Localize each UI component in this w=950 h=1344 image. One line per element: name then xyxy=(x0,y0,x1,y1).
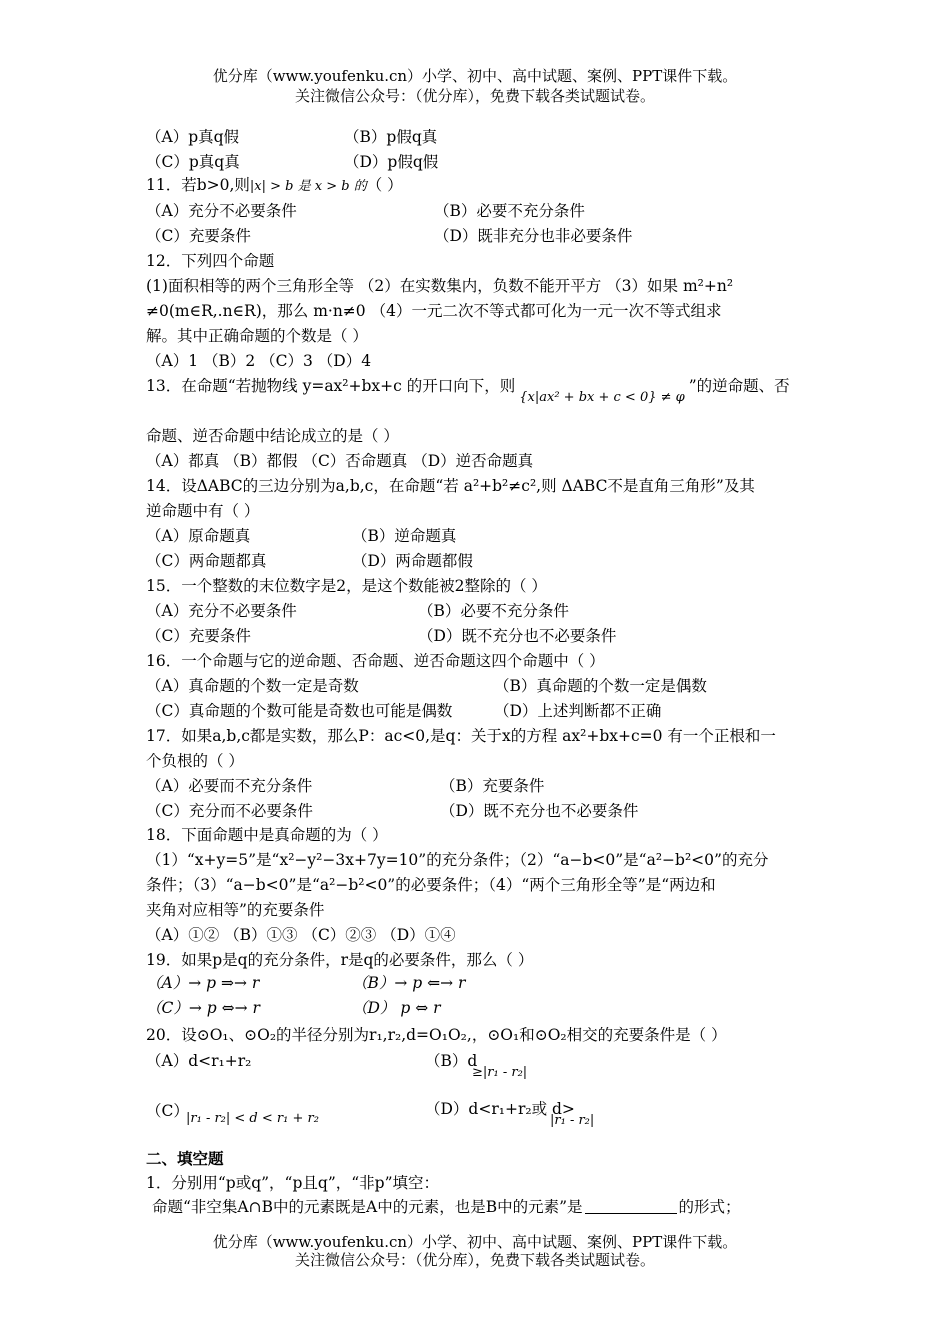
q20-option-c-prefix: （C） xyxy=(146,1102,189,1120)
fill-q1-line-suffix: 的形式； xyxy=(678,1198,741,1216)
q19-option-b: （B）→ p ⇐→ r xyxy=(352,974,466,992)
q20-option-c-math: |r₁ - r₂| < d < r₁ + r₂ xyxy=(186,1111,319,1126)
q16-option-b: （B）真命题的个数一定是偶数 xyxy=(494,677,707,695)
q16-option-a: （A）真命题的个数一定是奇数 xyxy=(146,677,359,695)
q20-option-d-math: |r₁ - r₂| xyxy=(550,1113,595,1128)
q15-option-b: （B）必要不充分条件 xyxy=(418,602,569,620)
q18-line-2: 条件；（3）“a−b<0”是“a²−b²<0”的必要条件；（4）“两个三角形全等”是“两边和 xyxy=(146,876,716,894)
q13-options: （A）都真 （B）都假 （C）否命题真 （D）逆否命题真 xyxy=(146,452,534,470)
q13-line-1 xyxy=(146,375,790,405)
q15-option-c: （C）充要条件 xyxy=(146,627,251,645)
q18-line-1: （1）“x+y=5”是“x²−y²−3x+7y=10”的充分条件；（2）“a−b<0”是“a²−b²<0”的充分 xyxy=(146,851,769,869)
q12-stem: 12．下列四个命题 xyxy=(146,252,275,270)
q12-line-1: (1)面积相等的两个三角形全等 （2）在实数集内，负数不能开平方 （3）如果 m²+n² xyxy=(146,277,734,295)
q14-option-b: （B）逆命题真 xyxy=(352,527,457,545)
q15-stem: 15．一个整数的末位数字是2，是这个数能被2整除的（ ） xyxy=(146,577,547,595)
q17-line-1: 17．如果a,b,c都是实数，那么P：ac<0,是q：关于x的方程 ax²+bx+c=0 有一个正根和一 xyxy=(146,727,776,745)
q20-option-b-math: ≥|r₁ - r₂| xyxy=(472,1065,528,1080)
q14-line-2: 逆命题中有（ ） xyxy=(146,502,260,520)
q10-option-b: （B）p假q真 xyxy=(344,128,438,146)
q16-stem: 16．一个命题与它的逆命题、否命题、逆否命题这四个命题中（ ） xyxy=(146,652,605,670)
q19-option-c: （C）→ p ⇔→ r xyxy=(146,999,260,1017)
q17-option-a: （A）必要而不充分条件 xyxy=(146,777,313,795)
q14-option-c: （C）两命题都真 xyxy=(146,552,267,570)
q19-option-d: （D） p ⇔ r xyxy=(352,999,441,1017)
q12-line-3: 解。其中正确命题的个数是（ ） xyxy=(146,327,368,345)
q20-stem: 20．设⊙O₁、⊙O₂的半径分别为r₁,r₂,d=O₁O₂,，⊙O₁和⊙O₂相交的充要条件是（ ） xyxy=(146,1026,727,1044)
q18-options: （A）①② （B）①③ （C）②③ （D）①④ xyxy=(146,926,456,944)
q10-option-a: （A）p真q假 xyxy=(146,128,240,146)
q16-option-d: （D）上述判断都不正确 xyxy=(494,702,662,720)
q20-option-b-prefix: （B）d xyxy=(425,1052,478,1070)
q15-option-d: （D）既不充分也不必要条件 xyxy=(418,627,617,645)
q18-line-3: 夹角对应相等”的充要条件 xyxy=(146,901,325,919)
footer-line-1: 优分库（www.youfenku.cn）小学、初中、高中试题、案例、PPT课件下载。 xyxy=(212,1233,738,1251)
fill-q1-line xyxy=(152,1196,741,1218)
header-line-1: 优分库（www.youfenku.cn）小学、初中、高中试题、案例、PPT课件下载。 xyxy=(212,67,738,85)
fill-q1-stem: 1．分别用“p或q”，“p且q”，“非p”填空： xyxy=(146,1174,440,1192)
q17-option-b: （B）充要条件 xyxy=(440,777,545,795)
q14-line-1: 14．设ΔABC的三边分别为a,b,c，在命题“若 a²+b²≠c²,则 ΔABC不是直角三角形”及其 xyxy=(146,477,755,495)
q13-line-2: 命题、逆否命题中结论成立的是（ ） xyxy=(146,427,399,445)
q11-stem-prefix: 11．若b>0,则 xyxy=(146,176,250,194)
q17-option-d: （D）既不充分也不必要条件 xyxy=(440,802,639,820)
q11-option-d: （D）既非充分也非必要条件 xyxy=(434,227,633,245)
q18-stem: 18．下面命题中是真命题的为（ ） xyxy=(146,826,388,844)
footer-line-2: 关注微信公众号：（优分库），免费下载各类试题试卷。 xyxy=(294,1251,655,1269)
q17-line-2: 个负根的（ ） xyxy=(146,752,244,770)
q15-option-a: （A）充分不必要条件 xyxy=(146,602,297,620)
q14-option-a: （A）原命题真 xyxy=(146,527,251,545)
q11-option-a: （A）充分不必要条件 xyxy=(146,202,297,220)
q17-option-c: （C）充分而不必要条件 xyxy=(146,802,313,820)
q13-math: {x|ax² + bx + c < 0} ≠ φ xyxy=(519,390,685,405)
q13-line-1-text: 13．在命题“若抛物线 y=ax²+bx+c 的开口向下，则 xyxy=(146,377,516,395)
fill-q1-line-prefix: 命题“非空集A∩B中的元素既是A中的元素，也是B中的元素”是 xyxy=(152,1198,583,1216)
q10-option-d: （D）p假q假 xyxy=(344,153,439,171)
q13-line-1-end: ”的逆命题、否 xyxy=(688,377,790,395)
q19-option-a: （A）→ p ⇒→ r xyxy=(146,974,260,992)
q11-option-c: （C）充要条件 xyxy=(146,227,251,245)
q16-option-c: （C）真命题的个数可能是奇数也可能是偶数 xyxy=(146,702,453,720)
header-line-2: 关注微信公众号：（优分库），免费下载各类试题试卷。 xyxy=(294,87,655,105)
q14-option-d: （D）两命题都假 xyxy=(352,552,473,570)
q20-option-d-prefix: （D）d<r₁+r₂或 d> xyxy=(425,1100,575,1118)
q10-option-c: （C）p真q真 xyxy=(146,153,240,171)
q11-stem-suffix: （ ） xyxy=(366,176,403,194)
q11-stem xyxy=(146,174,403,198)
q12-line-2: ≠0(m∈R,.n∈R)，那么 m·n≠0 （4）一元二次不等式都可化为一元一次不等式组求 xyxy=(146,302,722,320)
section-2-title: 二、填空题 xyxy=(146,1149,224,1168)
q20-option-a: （A）d<r₁+r₂ xyxy=(146,1052,252,1070)
q11-math: |x| > b 是 x > b 的 xyxy=(249,179,367,194)
q12-options: （A）1 （B）2 （C）3 （D）4 xyxy=(146,352,372,370)
q11-option-b: （B）必要不充分条件 xyxy=(434,202,585,220)
q19-stem: 19．如果p是q的充分条件，r是q的必要条件，那么（ ） xyxy=(146,951,534,969)
fill-q1-answer-blank[interactable] xyxy=(585,1197,677,1214)
